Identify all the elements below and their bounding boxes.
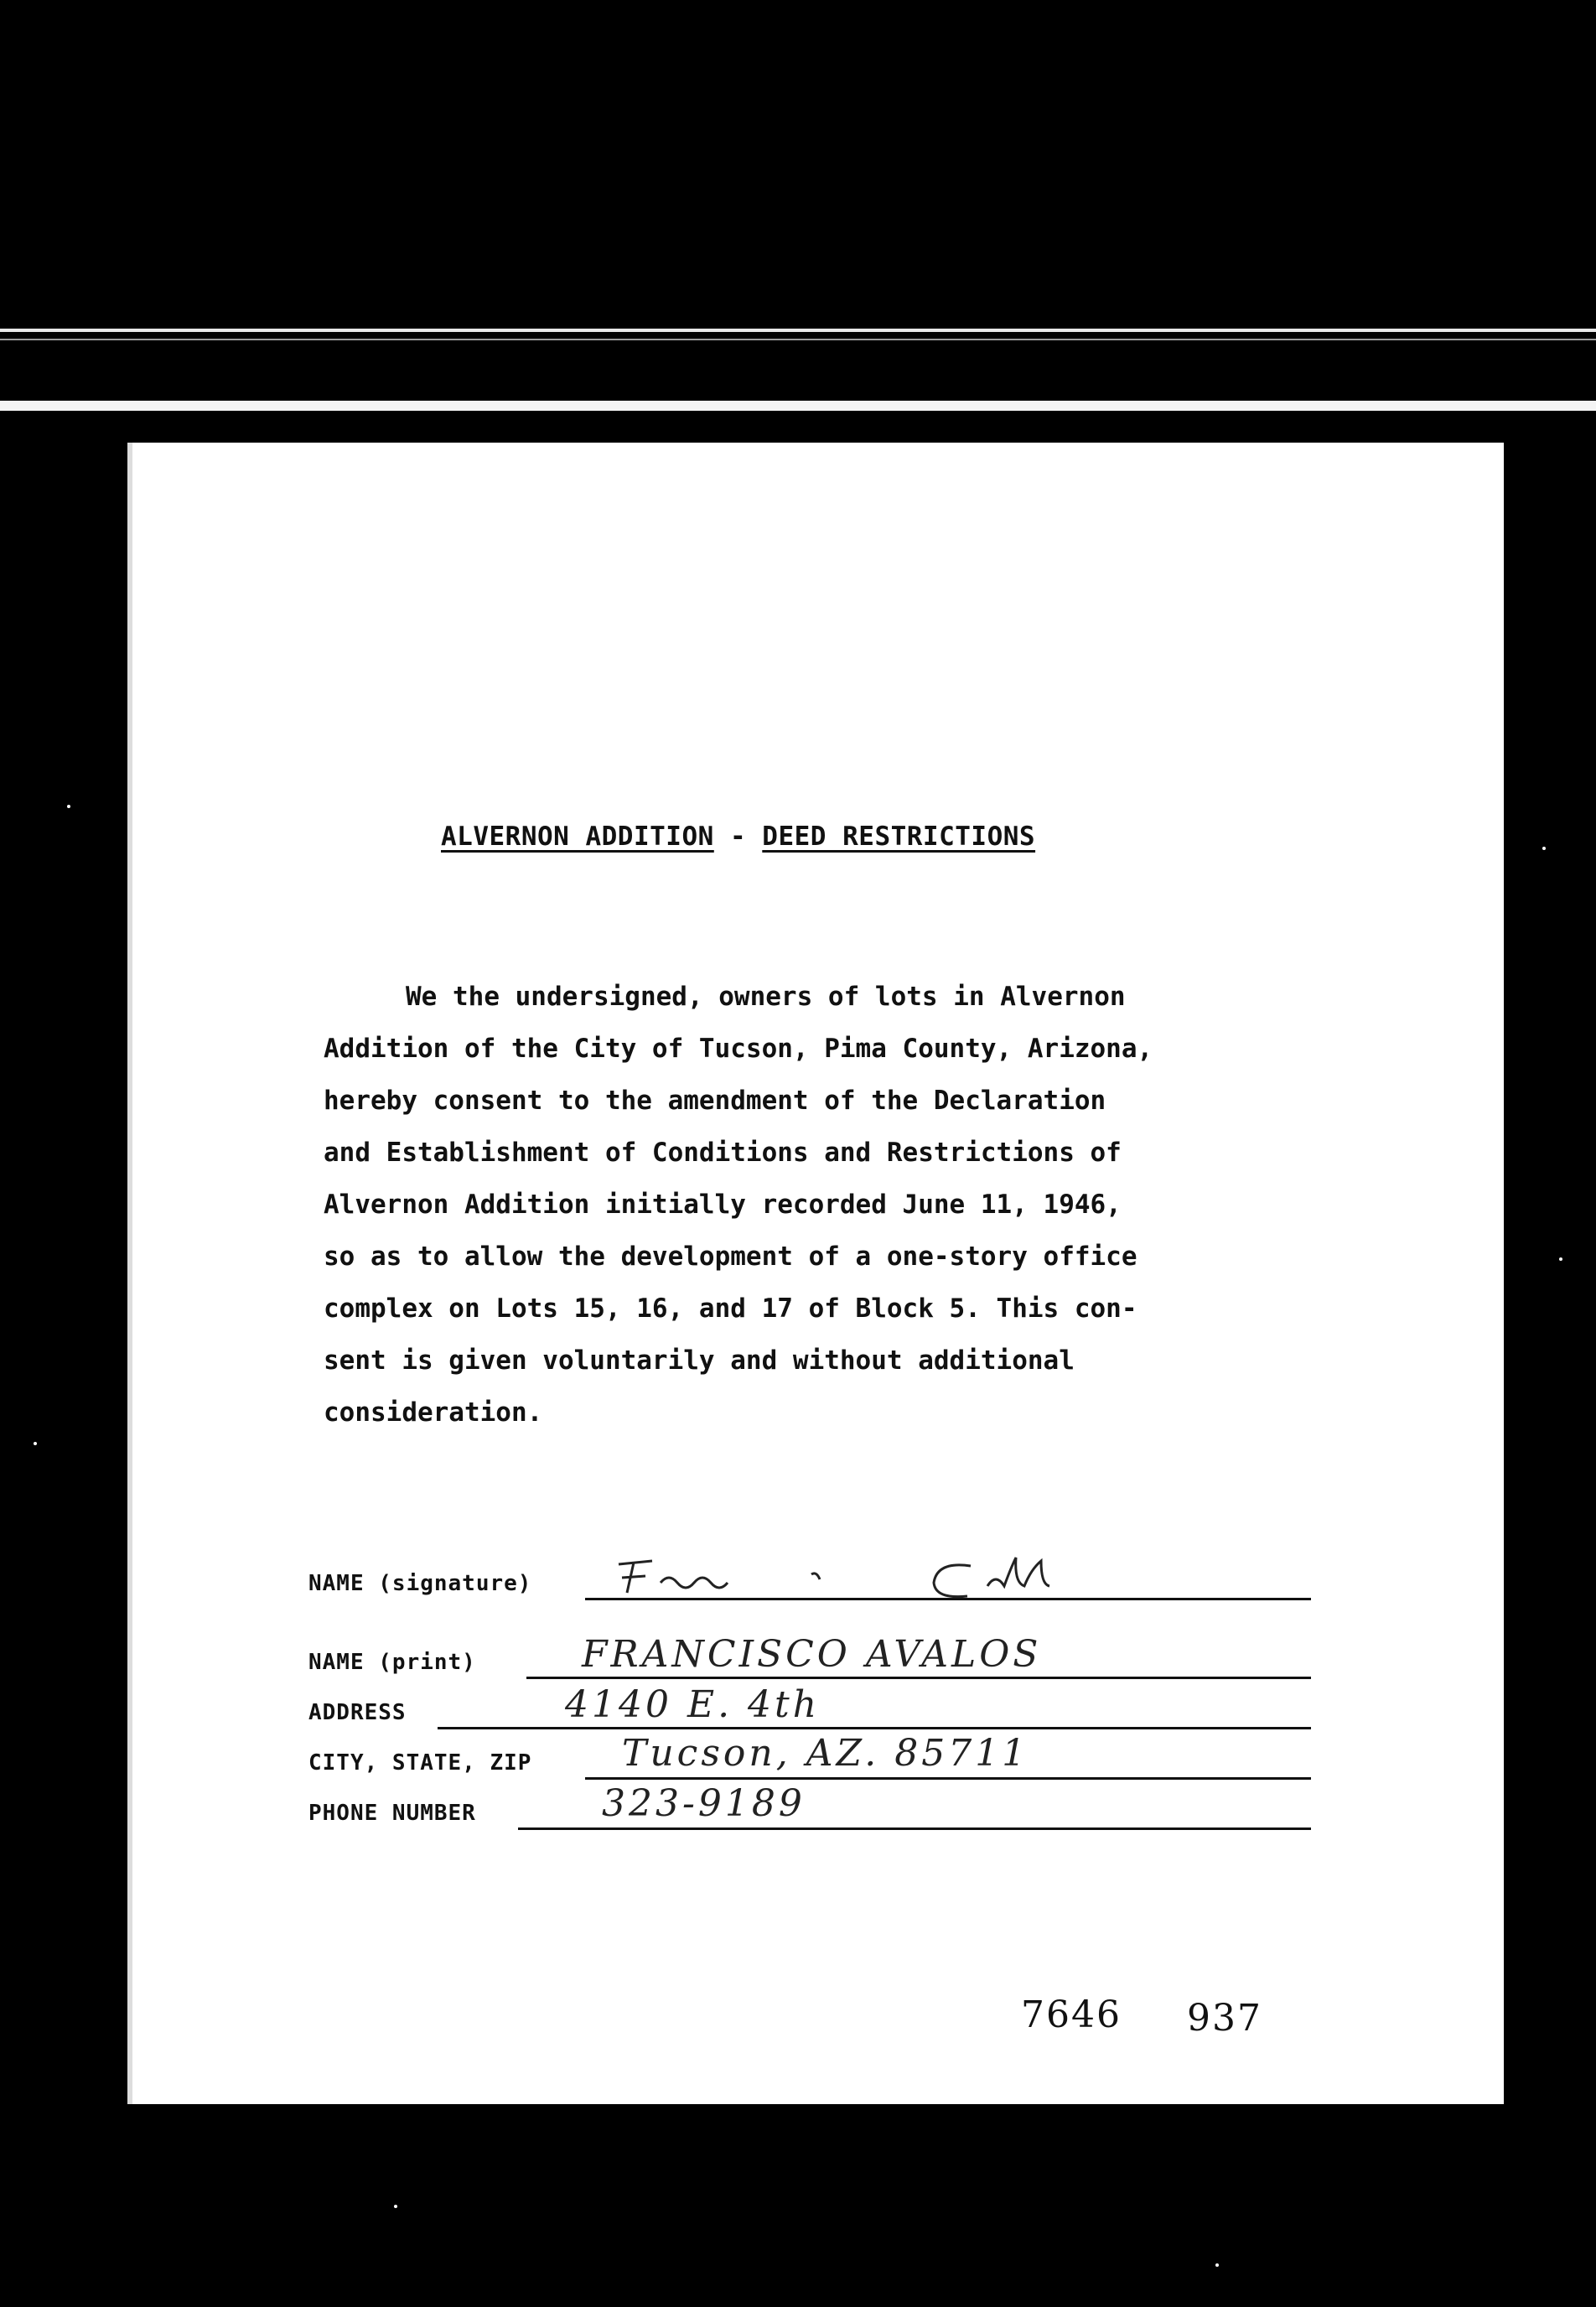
address-line: [438, 1727, 1311, 1729]
paragraph-line: hereby consent to the amendment of the Declaration: [324, 1086, 1106, 1116]
scan-speck: [34, 1442, 37, 1445]
phone-number-value: 323-9189: [602, 1782, 806, 1825]
document-page: [127, 443, 1504, 2104]
city-state-zip-label: CITY, STATE, ZIP: [308, 1750, 532, 1776]
scan-artifact-line: [0, 329, 1596, 332]
handwritten-signature: [602, 1549, 1222, 1599]
city-state-zip-value: Tucson, AZ. 85711: [622, 1732, 1029, 1775]
title-separator: -: [729, 822, 747, 852]
page-number: 937: [1187, 1997, 1262, 2040]
phone-number-label: PHONE NUMBER: [308, 1801, 476, 1826]
consent-paragraph: [324, 971, 1271, 1439]
document-number: 7646: [1021, 1993, 1122, 2036]
paragraph-line: Addition of the City of Tucson, Pima County, Arizona,: [324, 1034, 1153, 1064]
paragraph-line: We the undersigned, owners of lots in Alvernon: [406, 982, 1126, 1012]
document-title: [441, 822, 1195, 852]
print-name-label: NAME (print): [308, 1650, 476, 1675]
scan-artifact-line: [0, 401, 1596, 411]
title-part-1: ALVERNON ADDITION: [441, 822, 714, 852]
scan-background: [0, 0, 1596, 419]
print-name-line: [526, 1677, 1311, 1679]
scan-artifact-line: [0, 339, 1596, 340]
address-value: 4140 E. 4th: [565, 1683, 821, 1726]
paragraph-line: complex on Lots 15, 16, and 17 of Block 5. This con-: [324, 1293, 1137, 1324]
paragraph-line: sent is given voluntarily and without additional: [324, 1345, 1075, 1376]
title-part-2: DEED RESTRICTIONS: [762, 822, 1036, 852]
city-state-zip-line: [585, 1777, 1311, 1780]
scan-speck: [1542, 847, 1546, 850]
signature-label: NAME (signature): [308, 1571, 532, 1596]
paragraph-line: and Establishment of Conditions and Restrictions of: [324, 1138, 1122, 1168]
paragraph-line: consideration.: [324, 1397, 543, 1428]
scan-speck: [1559, 1257, 1562, 1261]
phone-number-line: [518, 1827, 1311, 1830]
address-label: ADDRESS: [308, 1700, 407, 1725]
scan-speck: [1215, 2263, 1219, 2267]
scan-speck: [67, 805, 70, 808]
paragraph-line: so as to allow the development of a one-story office: [324, 1242, 1137, 1272]
scan-speck: [394, 2205, 397, 2208]
print-name-value: FRANCISCO AVALOS: [582, 1633, 1042, 1676]
paragraph-line: Alvernon Addition initially recorded June 11, 1946,: [324, 1190, 1122, 1220]
